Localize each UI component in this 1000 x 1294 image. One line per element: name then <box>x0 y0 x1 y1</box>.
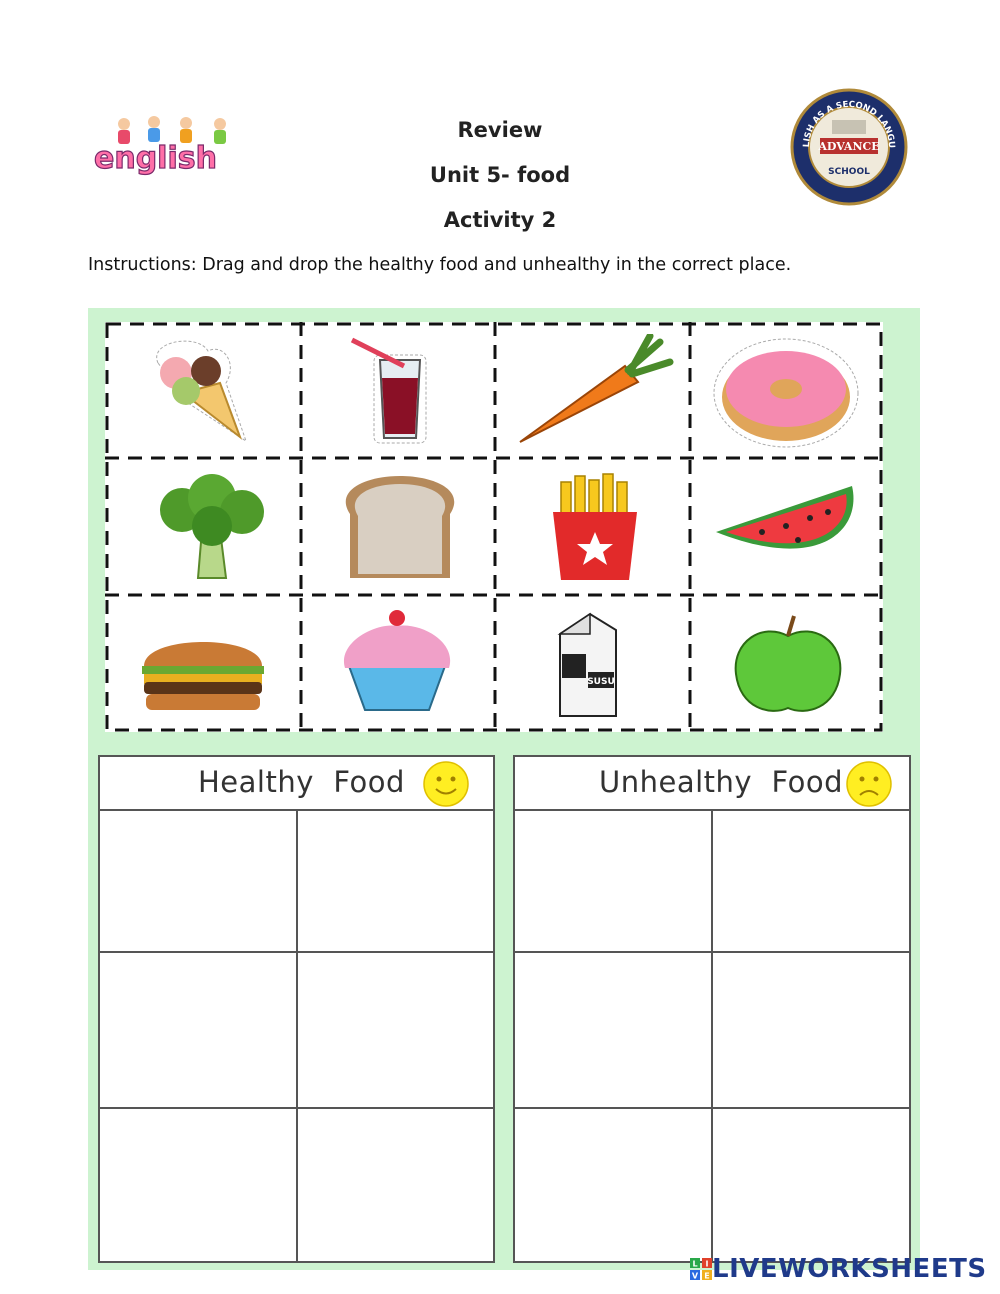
svg-text:ADVANCE: ADVANCE <box>818 140 880 153</box>
unhealthy-slot[interactable] <box>713 1109 909 1261</box>
healthy-food-header <box>100 757 493 811</box>
bread-icon <box>326 470 476 588</box>
svg-text:SCHOOL: SCHOOL <box>828 167 870 177</box>
school-seal-logo <box>790 88 908 206</box>
unhealthy-slot[interactable] <box>515 953 713 1109</box>
healthy-food-title: Healthy Food <box>198 765 405 799</box>
liveworksheets-badge-icon <box>690 1258 712 1280</box>
soda-glass-icon <box>322 330 472 448</box>
unhealthy-slot[interactable] <box>515 811 713 953</box>
food-card-fries[interactable] <box>525 472 675 590</box>
healthy-food-dropzone[interactable] <box>98 755 495 1263</box>
unhealthy-slot[interactable] <box>713 953 909 1109</box>
food-card-soda[interactable] <box>322 330 472 448</box>
unhealthy-food-title: Unhealthy Food <box>599 765 844 799</box>
healthy-slot[interactable] <box>298 1109 493 1261</box>
unhealthy-food-header <box>515 757 909 811</box>
unit-title: Unit 5- food <box>429 163 571 187</box>
food-card-ice-cream[interactable] <box>128 333 278 451</box>
activity-title: Activity 2 <box>443 208 557 232</box>
unhealthy-slot[interactable] <box>515 1109 713 1261</box>
apple-icon <box>722 612 872 730</box>
food-card-burger[interactable] <box>132 610 282 728</box>
svg-text:E: E <box>704 1271 710 1280</box>
food-card-donut[interactable] <box>712 335 862 453</box>
unhealthy-slot[interactable] <box>713 811 909 953</box>
watermelon-icon <box>712 478 862 596</box>
healthy-slot[interactable] <box>298 953 493 1109</box>
healthy-slot[interactable] <box>298 811 493 953</box>
donut-icon <box>712 335 862 453</box>
svg-text:V: V <box>691 1271 699 1280</box>
unhealthy-food-dropzone[interactable] <box>513 755 911 1263</box>
healthy-slot[interactable] <box>100 811 298 953</box>
svg-text:ENGLISH AS A SECOND LANGUAGE: LISH AS A SECOND LANGU <box>801 99 897 149</box>
logo-lettering: english <box>94 141 217 176</box>
food-card-bread[interactable] <box>326 470 476 588</box>
cupcake-icon <box>337 606 487 724</box>
burger-icon <box>132 610 282 728</box>
food-card-carrot[interactable] <box>510 334 660 452</box>
healthy-slot[interactable] <box>100 953 298 1109</box>
food-card-milk[interactable] <box>550 604 700 722</box>
liveworksheets-watermark <box>690 1252 987 1286</box>
instructions-text: Instructions: Drag and drop the healthy food and unhealthy in the correct place. <box>88 255 792 275</box>
food-card-watermelon[interactable] <box>712 478 862 596</box>
food-card-broccoli[interactable] <box>140 470 290 588</box>
carrot-icon <box>510 334 680 452</box>
ice-cream-icon <box>128 333 278 451</box>
svg-text:SUSU: SUSU <box>587 677 615 687</box>
svg-text:L: L <box>692 1259 698 1269</box>
fries-icon <box>525 472 675 590</box>
svg-text:I: I <box>705 1259 709 1269</box>
liveworksheets-text: LIVEWORKSHEETS <box>712 1254 987 1284</box>
healthy-slot[interactable] <box>100 1109 298 1261</box>
broccoli-icon <box>140 470 290 588</box>
food-card-cupcake[interactable] <box>337 606 487 724</box>
sad-face-icon <box>845 760 893 808</box>
happy-face-icon <box>422 760 470 808</box>
page-title: Review <box>457 118 543 142</box>
milk-carton-icon <box>550 604 700 722</box>
food-card-apple[interactable] <box>722 612 872 730</box>
